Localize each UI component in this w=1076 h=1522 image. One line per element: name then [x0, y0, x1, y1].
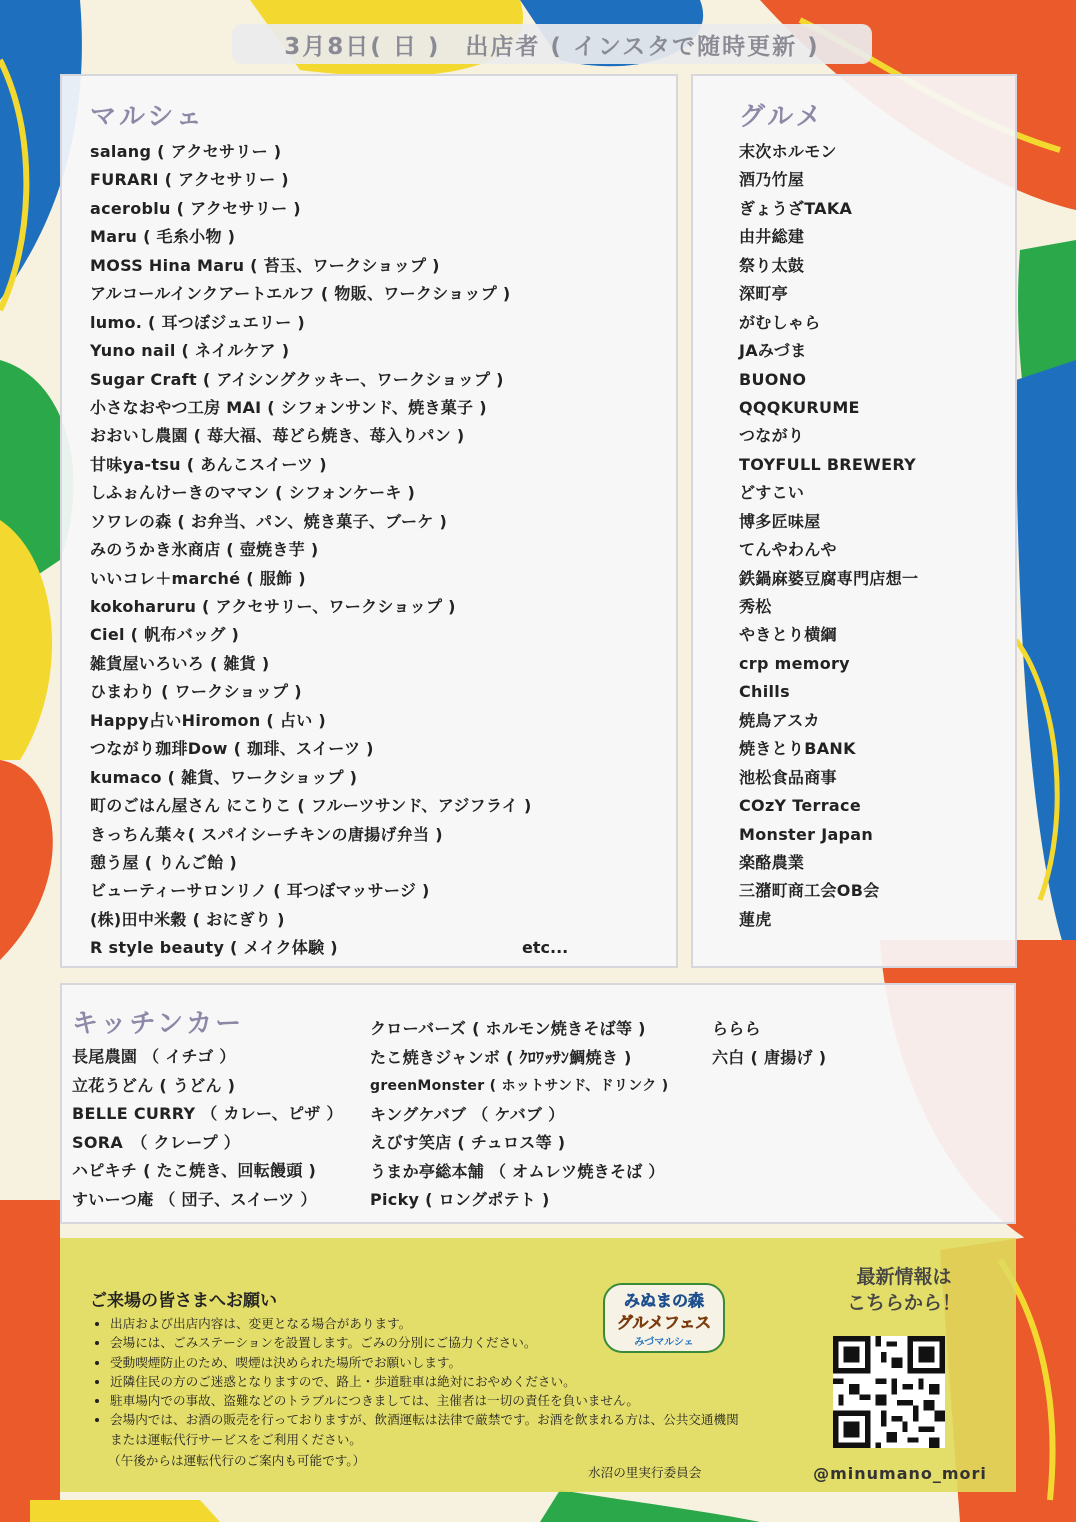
list-item: QQQKURUME — [739, 397, 860, 417]
list-item: クローバーズ ( ホルモン焼きそば等 ) — [370, 1019, 646, 1038]
list-item: うまか亭総本舗 （ オムレツ焼きそば ） — [370, 1161, 665, 1181]
list-item: • 会場内では、お酒の販売を行っておりますが、飲酒運転は法律で厳禁です。お酒を飲まれる方は、公共交通機関または運転代行サービスをご利用ください。 — [110, 1410, 750, 1449]
organizer: 水沼の里実行委員会 — [588, 1465, 702, 1480]
header-title: 3月8日( 日 ) 出店者 ( インスタで随時更新 ) — [284, 33, 820, 60]
logo-art — [600, 1280, 728, 1356]
list-item: つながり — [739, 426, 805, 446]
list-item: Monster Japan — [739, 824, 874, 844]
page-header — [232, 24, 872, 64]
list-item: 町のごはん屋さん にこりこ ( フルーツサンド、アジフライ ) — [90, 796, 532, 816]
list-item: 祭り太鼓 — [739, 255, 805, 275]
list-item: Chills — [739, 682, 790, 702]
list-item: 池松食品商事 — [739, 767, 837, 787]
list-item: • 会場には、ごみステーションを設置します。ごみの分別にご協力ください。 — [110, 1333, 750, 1352]
list-item: てんやわんや — [739, 540, 837, 560]
list-item: アルコールインクアートエルフ ( 物販、ワークショップ ) — [90, 284, 511, 304]
list-item: lumo. ( 耳つぼジュエリー ) — [90, 312, 306, 332]
list-item: TOYFULL BREWERY — [739, 454, 916, 474]
list-item: ソワレの森 ( お弁当、パン、焼き菓子、ブーケ ) — [90, 511, 448, 531]
list-item: みのうかき氷商店 ( 壺焼き芋 ) — [90, 540, 319, 560]
list-item: salang ( アクセサリー ) — [90, 142, 282, 161]
list-item: がむしゃら — [739, 312, 821, 332]
notice-panel — [60, 1238, 1016, 1492]
list-item: • 近隣住民の方のご迷惑となりますので、路上・歩道駐車は絶対におやめください。 — [110, 1372, 750, 1391]
logo-line-1: みぬまの森 — [623, 1291, 705, 1310]
list-item: 小さなおやつ工房 MAI ( シフォンサンド、焼き菓子 ) — [90, 397, 487, 417]
notice-note: （午後からは運転代行のご案内も可能です。） — [108, 1453, 366, 1468]
list-item: 酒乃竹屋 — [739, 170, 805, 190]
list-item: (株)田中米穀 ( おにぎり ) — [90, 909, 285, 929]
list-item: JAみづま — [739, 341, 807, 361]
list-item: R style beauty ( メイク体験 ) — [90, 938, 338, 958]
list-item: おおいし農園 ( 苺大福、苺どら焼き、苺入りパン ) — [90, 426, 465, 446]
list-item: Picky ( ロングポテト ) — [370, 1190, 550, 1209]
list-item: 楽酪農業 — [739, 852, 805, 872]
list-item: やきとり横綱 — [739, 625, 837, 645]
latest-info-label — [816, 1264, 992, 1316]
list-item: crp memory — [739, 653, 850, 673]
list-item: • 出店および出店内容は、変更となる場合があります。 — [110, 1314, 750, 1333]
instagram-handle[interactable]: @minumano_mori — [813, 1464, 987, 1483]
list-item: 雑貨屋いろいろ ( 雑貨 ) — [90, 653, 270, 673]
list-item: ぎょうざTAKA — [739, 198, 853, 218]
list-item: Yuno nail ( ネイルケア ) — [90, 341, 290, 361]
list-item: たこ焼きジャンボ ( ｸﾛﾜｯｻﾝ鯛焼き ) — [370, 1047, 632, 1067]
list-item: 三潴町商工会OB会 — [739, 881, 880, 901]
marche-etc: etc... — [522, 938, 569, 957]
list-item: 蓮虎 — [739, 909, 772, 929]
latest-line-2: こちらから！ — [846, 1292, 961, 1314]
kitchen-car-panel — [60, 983, 1016, 1224]
latest-line-1: 最新情報は — [856, 1266, 952, 1288]
list-item: 焼きとりBANK — [739, 739, 856, 759]
list-item: ハピキチ ( たこ焼き、回転饅頭 ) — [72, 1161, 317, 1180]
list-item: COzY Terrace — [739, 796, 861, 816]
list-item: kokoharuru ( アクセサリー、ワークショップ ) — [90, 597, 456, 616]
list-item: MOSS Hina Maru ( 苔玉、ワークショップ ) — [90, 255, 440, 275]
list-item: • 受動喫煙防止のため、喫煙は決められた場所でお願いします。 — [110, 1353, 750, 1372]
list-item: いいコレ＋marché ( 服飾 ) — [90, 568, 306, 588]
list-item: greenMonster ( ホットサンド、ドリンク ) — [370, 1078, 669, 1094]
list-item: 鉄鍋麻婆豆腐専門店想一 — [739, 568, 919, 588]
list-item: Happy占いHiromon ( 占い ) — [90, 710, 326, 730]
list-item: ビューティーサロンリノ ( 耳つぼマッサージ ) — [90, 881, 430, 901]
list-item: 深町亭 — [739, 284, 788, 304]
kitchen-car-column-3 — [712, 1015, 826, 1072]
qr-code[interactable] — [833, 1336, 945, 1448]
marche-list — [90, 138, 532, 963]
list-item: FURARI ( アクセサリー ) — [90, 170, 289, 190]
list-item: Maru ( 毛糸小物 ) — [90, 227, 236, 247]
marche-panel — [60, 74, 678, 968]
gourmet-list — [739, 138, 918, 934]
list-item: aceroblu ( アクセサリー ) — [90, 198, 301, 218]
list-item: 六白 ( 唐揚げ ) — [712, 1047, 827, 1067]
list-item: ららら — [712, 1019, 761, 1038]
list-item: すいーつ庵 （ 団子、スイーツ ） — [72, 1189, 317, 1209]
list-item: どすこい — [739, 483, 805, 503]
list-item: キングケバブ （ ケバブ ） — [370, 1104, 565, 1124]
list-item: 由井総建 — [739, 227, 805, 247]
list-item: しふぉんけーきのママン ( シフォンケーキ ) — [90, 483, 416, 503]
list-item: 焼鳥アスカ — [739, 710, 820, 730]
event-logo — [600, 1280, 728, 1356]
list-item: Sugar Craft ( アイシングクッキー、ワークショップ ) — [90, 369, 504, 389]
list-item: BUONO — [739, 369, 807, 389]
list-item: BELLE CURRY （ カレー、ピザ ） — [72, 1104, 343, 1123]
notice-title: ご来場の皆さまへお願い — [90, 1291, 277, 1311]
list-item: 博多匠味屋 — [739, 511, 821, 531]
list-item: つながり珈琲Dow ( 珈琲、スイーツ ) — [90, 739, 374, 759]
gourmet-title: グルメ — [739, 102, 825, 132]
list-item: ひまわり ( ワークショップ ) — [90, 682, 302, 702]
kitchen-car-column-2 — [370, 1015, 668, 1215]
list-item: • 駐車場内での事故、盗難などのトラブルにつきましては、主催者は一切の責任を負いません。 — [110, 1391, 750, 1410]
marche-title: マルシェ — [90, 102, 205, 132]
kitchen-car-title: キッチンカー — [72, 1009, 245, 1039]
list-item: 秀松 — [739, 597, 772, 616]
list-item: 憩う屋 ( りんご飴 ) — [90, 852, 237, 872]
list-item: 立花うどん ( うどん ) — [72, 1075, 236, 1095]
list-item: えびす笑店 ( チュロス等 ) — [370, 1133, 566, 1152]
logo-line-3: みづマルシェ — [634, 1337, 694, 1348]
gourmet-panel — [691, 74, 1017, 968]
qr-code-icon — [833, 1336, 945, 1448]
list-item: kumaco ( 雑貨、ワークショップ ) — [90, 767, 358, 787]
list-item: きっちん葉々( スパイシーチキンの唐揚げ弁当 ) — [90, 824, 443, 844]
kitchen-car-column-1 — [72, 1043, 343, 1214]
list-item: SORA （ クレープ ） — [72, 1132, 241, 1152]
list-item: 長尾農園 （ イチゴ ） — [72, 1047, 236, 1066]
logo-line-2: グルメフェス — [616, 1313, 712, 1332]
list-item: 甘味ya-tsu ( あんこスイーツ ) — [90, 454, 327, 474]
list-item: Ciel ( 帆布バッグ ) — [90, 625, 240, 645]
list-item: 末次ホルモン — [739, 142, 837, 161]
